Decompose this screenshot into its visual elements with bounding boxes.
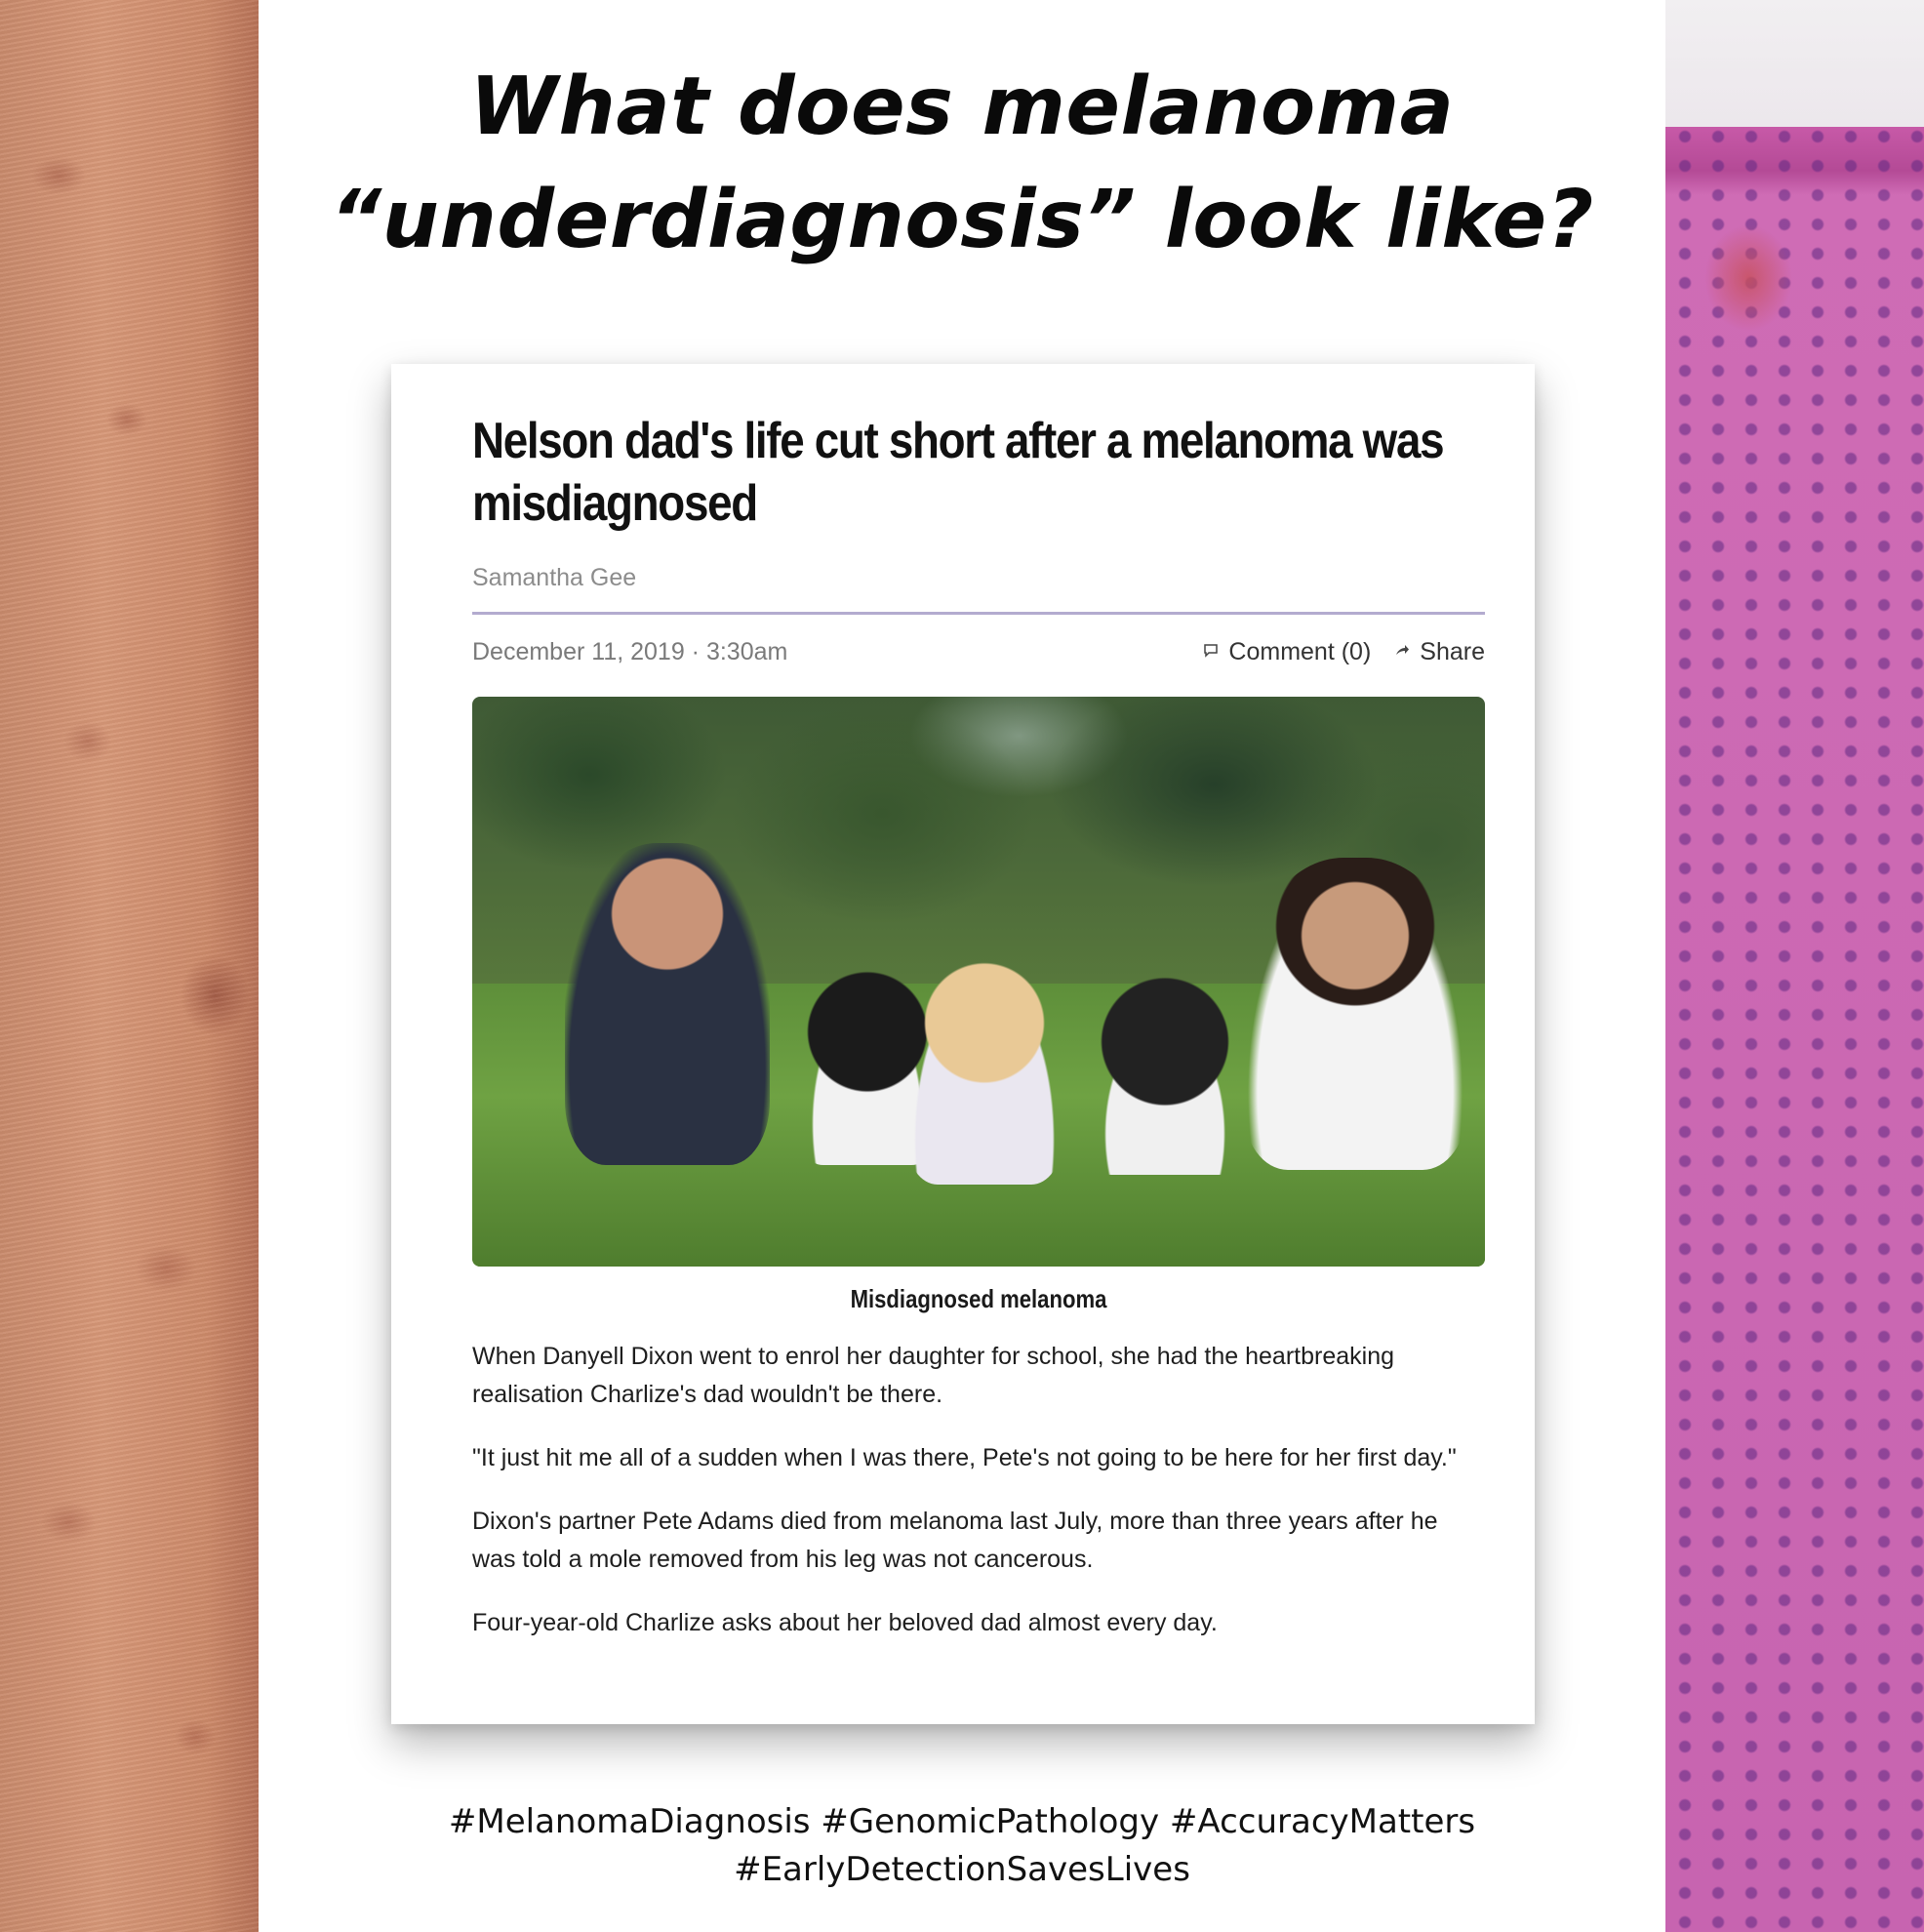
- share-button[interactable]: [1394, 638, 1485, 666]
- article-content: [472, 410, 1485, 1668]
- photo-man: [565, 843, 770, 1165]
- comment-icon: [1203, 642, 1219, 663]
- article-date: December 11, 2019 · 3:30am: [472, 637, 788, 665]
- headline-line-1: What does melanoma: [469, 60, 1455, 153]
- article-paragraph: Dixon's partner Pete Adams died from melanoma last July, more than three years after he was told a mole removed from his leg was not cancerous.: [472, 1508, 1438, 1573]
- histology-spot: [1704, 224, 1792, 332]
- hashtags-line-1: #MelanomaDiagnosis #GenomicPathology #AccuracyMatters: [448, 1802, 1476, 1841]
- photo-caption: Misdiagnosed melanoma: [850, 1284, 1107, 1313]
- article-body: [472, 1338, 1485, 1642]
- article-paragraph: Four-year-old Charlize asks about her beloved dad almost every day.: [472, 1609, 1218, 1636]
- photo-child: [906, 960, 1062, 1185]
- article-card: [391, 364, 1535, 1724]
- article-actions: [1203, 638, 1485, 666]
- article-paragraph: When Danyell Dixon went to enrol her daughter for school, she had the heartbreaking realisation Charlize's dad wouldn't be there.: [472, 1343, 1395, 1408]
- share-label: Share: [1420, 637, 1485, 665]
- comment-button[interactable]: [1203, 638, 1371, 666]
- family-photo: [472, 697, 1485, 1267]
- hashtags: [259, 1798, 1665, 1894]
- share-icon: [1394, 642, 1410, 663]
- page-headline: [259, 51, 1665, 277]
- histology-image: [1665, 0, 1924, 1932]
- article-meta: [472, 632, 1485, 671]
- hashtags-line-2: #EarlyDetectionSavesLives: [734, 1850, 1190, 1889]
- article-divider: [472, 612, 1485, 615]
- article-paragraph: "It just hit me all of a sudden when I was there, Pete's not going to be here for her first day.": [472, 1444, 1457, 1471]
- comment-label: Comment (0): [1228, 637, 1372, 665]
- histology-surface: [1665, 0, 1924, 127]
- photo-dog-right: [1077, 970, 1253, 1175]
- headline-line-2: “underdiagnosis” look like?: [330, 174, 1594, 266]
- article-author[interactable]: Samantha Gee: [472, 564, 637, 591]
- article-title: Nelson dad's life cut short after a melanoma was misdiagnosed: [472, 413, 1444, 532]
- skin-texture-image: [0, 0, 259, 1932]
- photo-woman: [1243, 858, 1467, 1170]
